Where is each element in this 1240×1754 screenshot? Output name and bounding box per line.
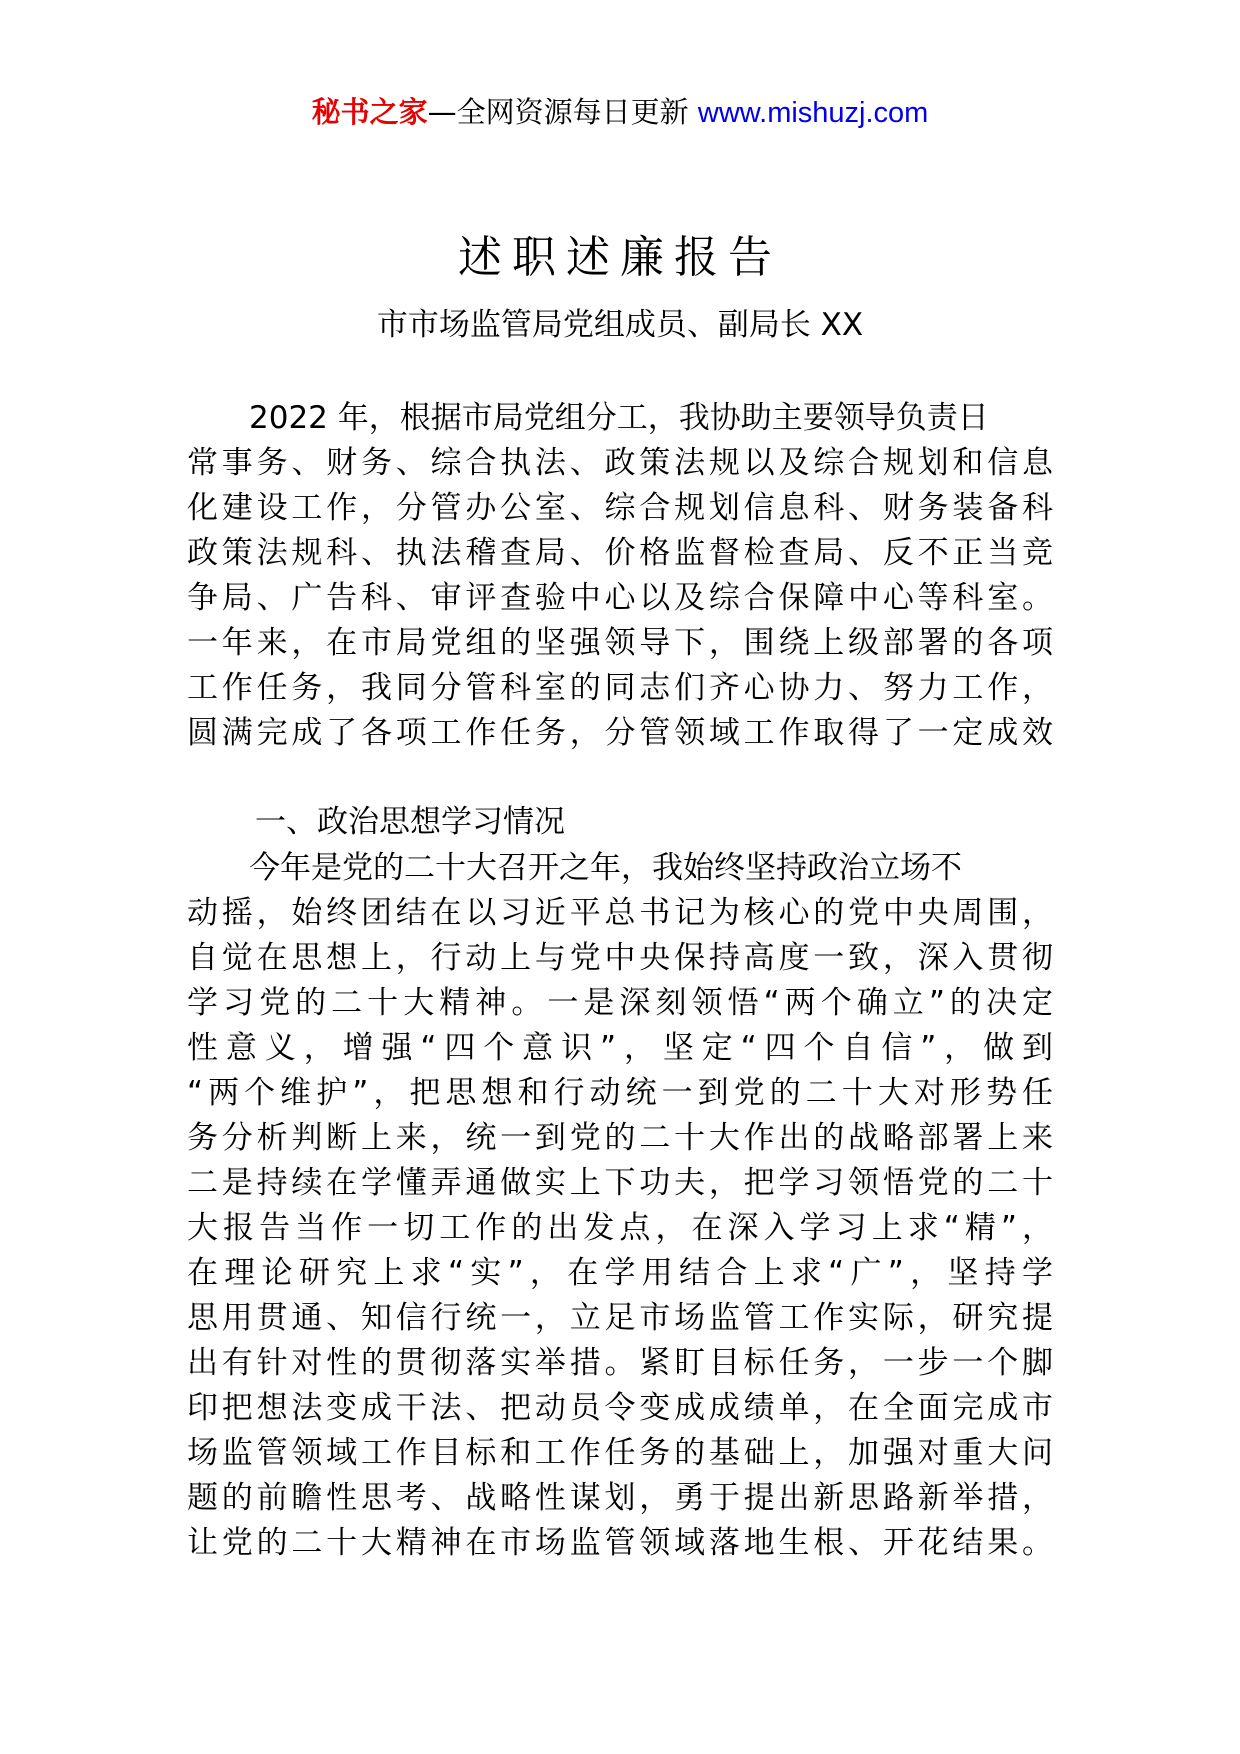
paragraph-line: 大报告当作一切工作的出发点，在深入学习上求“精”， [187,1210,1053,1246]
paragraph-line: 务分析判断上来，统一到党的二十大作出的战略部署上来 [187,1120,1053,1156]
paragraph-line: 争局、广告科、审评查验中心以及综合保障中心等科室。 [187,580,1053,616]
paragraph-line: 出有针对性的贯彻落实举措。紧盯目标任务，一步一个脚 [187,1345,1053,1381]
paragraph-line: 在理论研究上求“实”，在学用结合上求“广”，坚持学 [187,1255,1053,1291]
paragraph-line: 思用贯通、知信行统一，立足市场监管工作实际，研究提 [187,1300,1053,1336]
site-brand: 秘书之家 [311,95,428,129]
site-header [0,92,1240,133]
paragraph-1 [187,396,1053,756]
paragraph-line: 2022 年，根据市局党组分工，我协助主要领导负责日 [249,400,989,436]
paragraph-line: 工作任务，我同分管科室的同志们齐心协力、努力工作， [187,670,1053,706]
site-tagline: —全网资源每日更新 [427,95,689,129]
document-title: 述职述廉报告 [458,232,782,283]
paragraph-line: 常事务、财务、综合执法、政策法规以及综合规划和信息 [187,445,1053,481]
paragraph-line: 自觉在思想上，行动上与党中央保持高度一致，深入贯彻 [187,940,1053,976]
paragraph-line: 二是持续在学懂弄通做实上下功夫，把学习领悟党的二十 [187,1165,1053,1201]
paragraph-line: 性意义，增强“四个意识”，坚定“四个自信”，做到 [187,1030,1053,1066]
paragraph-2 [187,846,1053,1566]
paragraph-line: 题的前瞻性思考、战略性谋划，勇于提出新思路新举措， [187,1480,1053,1516]
paragraph-line: “两个维护”，把思想和行动统一到党的二十大对形势任 [187,1075,1053,1111]
paragraph-line: 动摇，始终团结在以习近平总书记为核心的党中央周围， [187,895,1053,931]
paragraph-line: 今年是党的二十大召开之年，我始终坚持政治立场不 [249,850,962,886]
site-url-link[interactable]: www.mishuzj.com [697,97,929,129]
section-heading: 一、政治思想学习情况 [255,804,565,840]
paragraph-line: 圆满完成了各项工作任务，分管领域工作取得了一定成效 [187,715,1053,751]
paragraph-line: 印把想法变成干法、把动员令变成成绩单，在全面完成市 [187,1390,1053,1426]
paragraph-line: 场监管领域工作目标和工作任务的基础上，加强对重大问 [187,1435,1053,1471]
paragraph-line: 让党的二十大精神在市场监管领域落地生根、开花结果。 [187,1525,1053,1561]
paragraph-line: 化建设工作，分管办公室、综合规划信息科、财务装备科 [187,490,1053,526]
document-subtitle: 市市场监管局党组成员、副局长 XX [376,307,864,343]
paragraph-line: 学习党的二十大精神。一是深刻领悟“两个确立”的决定 [187,985,1053,1021]
paragraph-line: 政策法规科、执法稽查局、价格监督检查局、反不正当竞 [187,535,1053,571]
paragraph-line: 一年来，在市局党组的坚强领导下，围绕上级部署的各项 [187,625,1053,661]
